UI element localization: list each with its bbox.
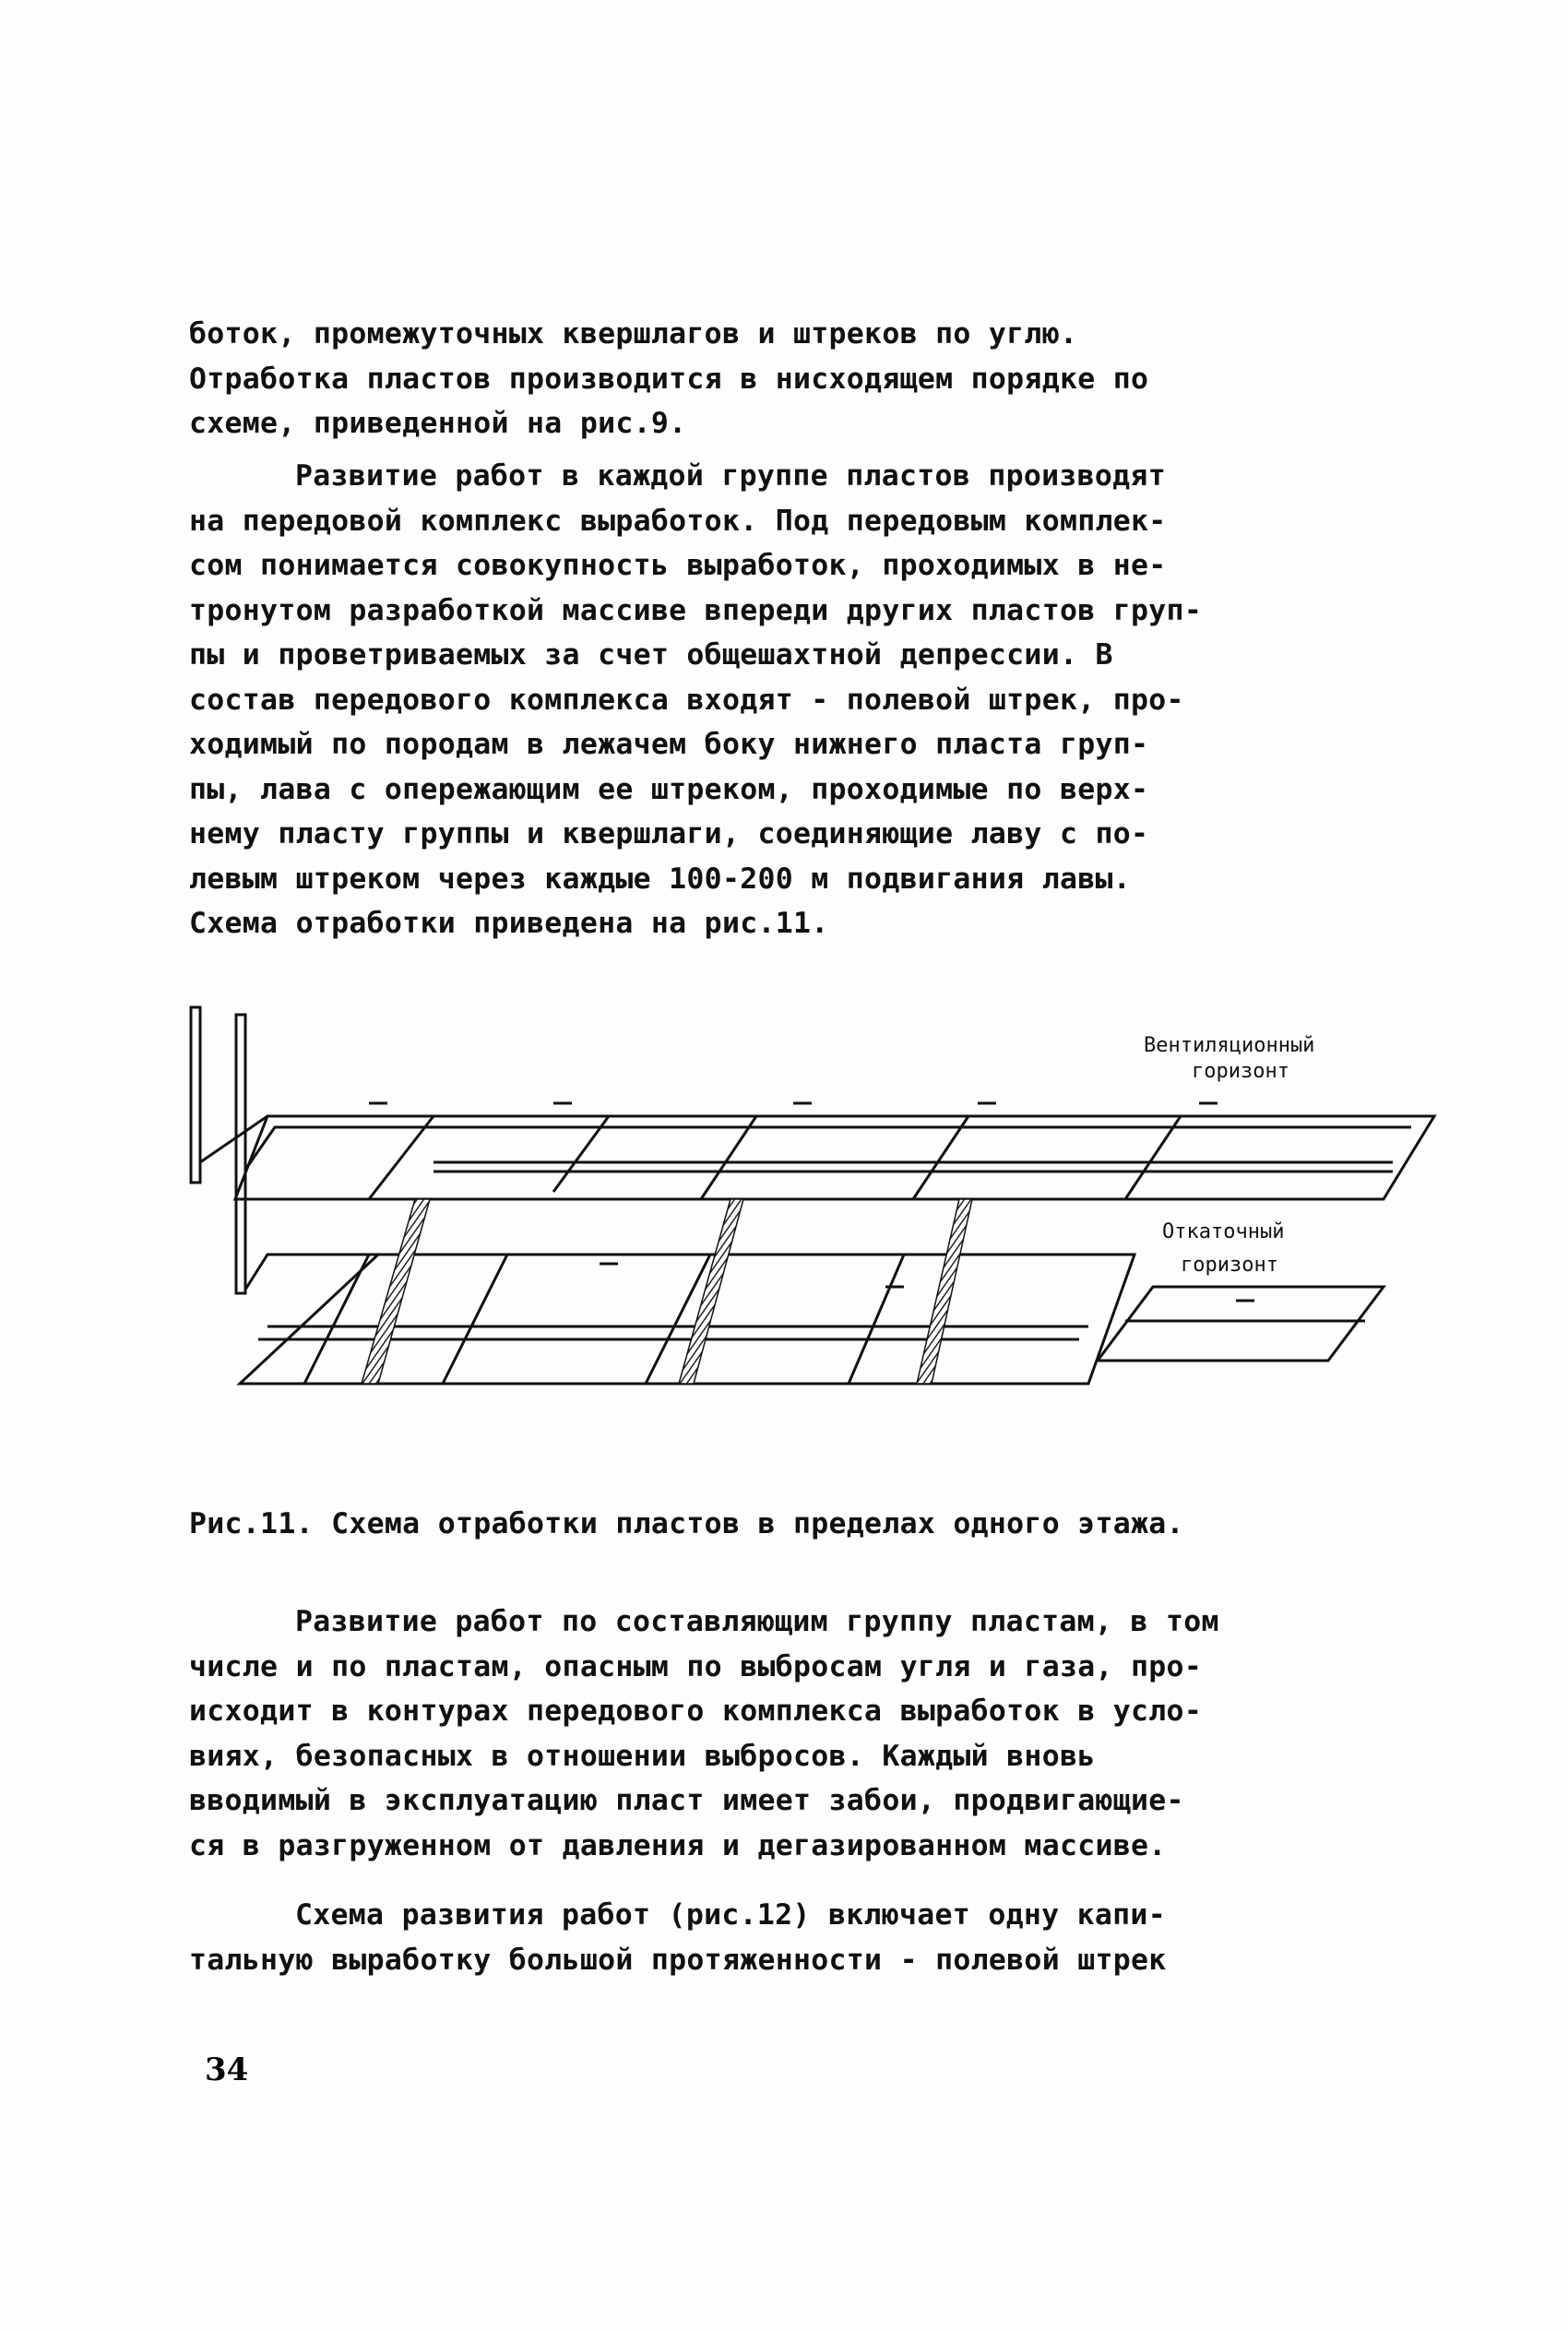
text-line: виях, безопасных в отношении выбросов. Каждый вновь (189, 1739, 1096, 1773)
text-line: исходит в контурах передового комплекса выработок в усло- (189, 1695, 1203, 1728)
text-line: сом понимается совокупность выработок, проходимых в не- (189, 549, 1167, 582)
haulage-panel-right (1098, 1287, 1384, 1361)
text-line: Отработка пластов производится в нисходящем порядке по (189, 362, 1149, 396)
text-line: пы и проветриваемых за счет общешахтной депрессии. В (189, 638, 1113, 672)
text-line: тальную выработку большой протяженности - полевой штрек (189, 1943, 1167, 1977)
text-line: на передовой комплекс выработок. Под передовым комплек- (189, 504, 1167, 538)
text-line: Развитие работ по составляющим группу пластам, в том (295, 1605, 1219, 1638)
text-line: левым штреком через каждые 100-200 м подвигания лавы. (189, 862, 1132, 896)
figure-caption: Рис.11. Схема отработки пластов в пределах одного этажа. (189, 1507, 1184, 1540)
ventilation-drift-upper-line (200, 1116, 1420, 1162)
text-line: ходимый по породам в лежачем боку нижнего пласта груп- (189, 728, 1149, 761)
paragraph-2 (189, 454, 1416, 946)
figure-11-diagram (166, 978, 1457, 1402)
crosscut-1 (362, 1199, 430, 1384)
text-line: числе и по пластам, опасным по выбросам угля и газа, про- (189, 1649, 1203, 1683)
label-vent-1: Вентиляционный (1144, 1034, 1315, 1057)
crosscut-3 (917, 1199, 972, 1384)
label-haul-2: горизонт (1181, 1254, 1278, 1277)
shaft-left (191, 1007, 200, 1183)
crosscut-2 (679, 1199, 743, 1384)
text-line: пы, лава с опережающим ее штреком, проходимые по верх- (189, 772, 1149, 806)
text-line: ся в разгруженном от давления и дегазированном массиве. (189, 1828, 1167, 1862)
text-line: Схема развития работ (рис.12) включает одну капи- (295, 1898, 1166, 1932)
mine-workings-schematic (166, 978, 1457, 1402)
text-line: Схема отработки приведена на рис.11. (189, 907, 829, 940)
crosscuts (362, 1199, 972, 1384)
text-line: Развитие работ в каждой группе пластов производят (295, 459, 1166, 493)
text-line: боток, промежуточных квершлагов и штреков по углю. (189, 317, 1078, 351)
text-line: состав передового комплекса входят - полевой штрек, про- (189, 683, 1184, 717)
text-line: вводимый в эксплуатацию пласт имеет забои, продвигающие- (189, 1784, 1184, 1817)
page-number: 34 (205, 2052, 249, 2088)
paragraph-1 (189, 312, 1416, 446)
shaft-right (236, 1015, 245, 1293)
label-haul-1: Откаточный (1162, 1220, 1285, 1243)
text-line: схеме, приведенной на рис.9. (189, 407, 687, 440)
text-line: тронутом разработкой массиве впереди других пластов груп- (189, 593, 1203, 627)
text-line: нему пласту группы и квершлаги, соединяющие лаву с по- (189, 817, 1149, 850)
paragraph-4 (189, 1893, 1416, 1982)
label-vent-2: горизонт (1192, 1060, 1289, 1083)
paragraph-3 (189, 1600, 1416, 1868)
